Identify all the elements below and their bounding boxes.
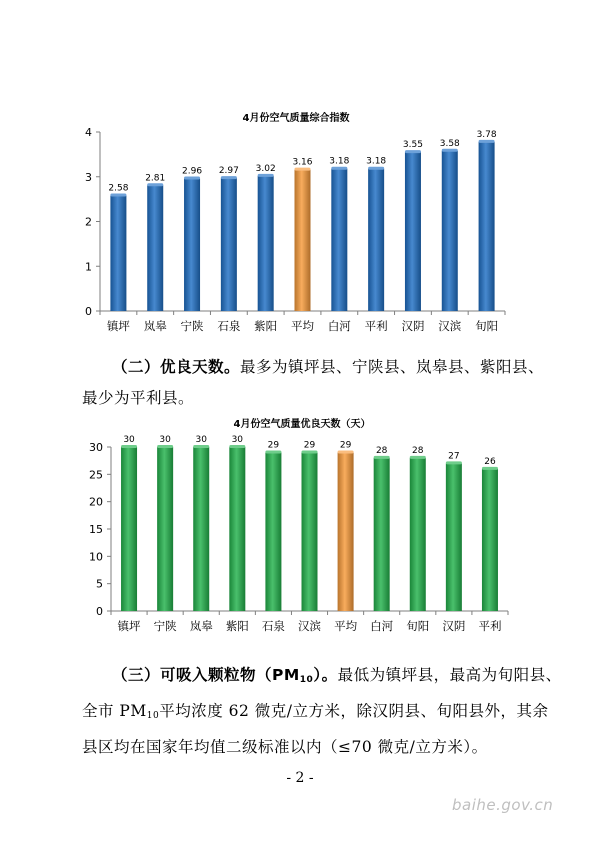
bar-石泉 bbox=[265, 452, 281, 611]
chart-title: 4月份空气质量综合指数 bbox=[242, 113, 350, 124]
bar-cap bbox=[258, 174, 274, 177]
bar-cap bbox=[221, 176, 237, 179]
bar-cap bbox=[295, 168, 311, 171]
bar-镇坪 bbox=[110, 196, 126, 311]
y-tick-label: 2 bbox=[85, 215, 92, 229]
bar-cap bbox=[482, 467, 498, 470]
bar-汉滨 bbox=[442, 151, 458, 311]
category-label: 白河 bbox=[370, 619, 394, 633]
bar-cap bbox=[410, 456, 426, 459]
data-label: 3.55 bbox=[402, 140, 423, 151]
para2-line3: 县区均在国家年均值二级标准以内（≤70 微克/立方米）。 bbox=[82, 738, 488, 756]
bar-镇坪 bbox=[121, 447, 137, 611]
bar-旬阳 bbox=[410, 458, 426, 611]
category-label: 平均 bbox=[291, 319, 314, 333]
bar-cap bbox=[479, 140, 495, 143]
category-label: 白河 bbox=[327, 319, 351, 333]
bar-汉阴 bbox=[446, 463, 462, 611]
data-label: 3.02 bbox=[255, 163, 276, 174]
watermark: baihe.gov.cn bbox=[452, 796, 554, 814]
para2-line1-text: 最低为镇坪县，最高为旬阳县、 bbox=[337, 666, 562, 684]
data-label: 3.78 bbox=[476, 129, 497, 140]
bar-cap bbox=[338, 450, 354, 453]
bar-cap bbox=[442, 149, 458, 152]
data-label: 30 bbox=[123, 435, 135, 445]
para1-line1 bbox=[82, 352, 582, 383]
category-label: 平利 bbox=[478, 619, 502, 633]
para2-line2-a: 全市 PM bbox=[82, 702, 147, 720]
para1-heading: （二）优良天数。 bbox=[112, 358, 241, 376]
para2-heading-text: （三）可吸入颗粒物（PM bbox=[112, 666, 300, 684]
data-label: 3.16 bbox=[292, 157, 313, 168]
category-label: 旬阳 bbox=[406, 619, 430, 633]
category-label: 镇坪 bbox=[106, 319, 130, 333]
bar-岚皋 bbox=[147, 185, 163, 311]
bar-cap bbox=[229, 445, 245, 448]
bar-cap bbox=[265, 450, 281, 453]
category-label: 紫阳 bbox=[254, 319, 278, 333]
bar-cap bbox=[331, 167, 347, 170]
category-label: 旬阳 bbox=[475, 319, 499, 333]
paragraph-pm10 bbox=[82, 660, 582, 763]
para2-line1 bbox=[82, 660, 582, 696]
category-label: 岚皋 bbox=[143, 319, 167, 333]
para2-line2-b: 平均浓度 62 微克/立方米，除汉阴县、旬阳县外，其余 bbox=[159, 702, 549, 720]
data-label: 29 bbox=[267, 440, 280, 451]
data-label: 3.58 bbox=[439, 138, 460, 149]
data-label: 2.58 bbox=[108, 183, 129, 194]
category-label: 汉滨 bbox=[438, 319, 462, 333]
y-tick-label: 5 bbox=[96, 577, 103, 591]
bar-紫阳 bbox=[229, 447, 245, 611]
data-label: 28 bbox=[412, 445, 424, 456]
data-label: 26 bbox=[484, 456, 496, 467]
bar-宁陕 bbox=[184, 179, 200, 311]
y-tick-label: 3 bbox=[85, 170, 92, 184]
bar-cap bbox=[184, 177, 200, 180]
category-label: 宁陕 bbox=[180, 319, 204, 333]
para2-line2-sub: 10 bbox=[146, 711, 160, 721]
bar-cap bbox=[193, 445, 209, 448]
bar-cap bbox=[374, 456, 390, 459]
composite-index-chart bbox=[0, 100, 600, 345]
y-tick-label: 25 bbox=[89, 468, 103, 482]
bar-cap bbox=[110, 194, 126, 197]
data-label: 29 bbox=[303, 440, 316, 451]
data-label: 30 bbox=[159, 435, 171, 445]
data-label: 2.81 bbox=[145, 173, 166, 184]
bar-平利 bbox=[482, 469, 498, 611]
bar-cap bbox=[446, 461, 462, 464]
data-label: 30 bbox=[195, 435, 207, 445]
data-label: 3.18 bbox=[329, 156, 350, 167]
bar-紫阳 bbox=[258, 176, 274, 311]
bar-汉阴 bbox=[405, 152, 421, 311]
category-label: 镇坪 bbox=[117, 619, 141, 633]
category-label: 石泉 bbox=[261, 619, 285, 633]
chart-title: 4月份空气质量优良天数（天） bbox=[233, 419, 371, 430]
bar-白河 bbox=[374, 458, 390, 611]
y-tick-label: 20 bbox=[89, 495, 103, 509]
category-label: 汉阴 bbox=[442, 619, 466, 633]
category-label: 紫阳 bbox=[225, 619, 249, 633]
bar-cap bbox=[147, 183, 163, 186]
bar-平均 bbox=[338, 452, 354, 611]
bar-cap bbox=[157, 445, 173, 448]
bar-cap bbox=[368, 167, 384, 170]
para2-heading-sub: 10 bbox=[299, 675, 314, 685]
category-label: 岚皋 bbox=[189, 619, 213, 633]
bar-平均 bbox=[295, 170, 311, 311]
bar-cap bbox=[121, 445, 137, 448]
bar-白河 bbox=[331, 169, 347, 311]
y-tick-label: 1 bbox=[85, 260, 92, 274]
excellent-days-chart bbox=[0, 410, 600, 645]
bar-石泉 bbox=[221, 178, 237, 311]
bar-cap bbox=[302, 450, 318, 453]
y-tick-label: 0 bbox=[85, 305, 92, 318]
category-label: 石泉 bbox=[217, 319, 241, 333]
category-label: 平利 bbox=[364, 319, 388, 333]
data-label: 28 bbox=[375, 445, 388, 456]
y-tick-label: 30 bbox=[89, 441, 103, 454]
page-number: - 2 - bbox=[286, 770, 314, 786]
category-label: 平均 bbox=[334, 619, 358, 633]
data-label: 3.18 bbox=[366, 156, 387, 167]
y-tick-label: 10 bbox=[89, 550, 103, 564]
bar-岚皋 bbox=[193, 447, 209, 611]
bar-cap bbox=[405, 150, 421, 153]
category-label: 宁陕 bbox=[153, 619, 177, 633]
category-label: 汉滨 bbox=[298, 619, 321, 633]
y-tick-label: 4 bbox=[85, 126, 92, 139]
para2-line2 bbox=[82, 696, 582, 732]
data-label: 2.97 bbox=[218, 166, 239, 177]
data-label: 30 bbox=[231, 435, 244, 445]
data-label: 29 bbox=[339, 440, 352, 451]
para2-heading bbox=[112, 666, 338, 684]
para1-line2: 最少为平利县。 bbox=[82, 389, 195, 407]
y-tick-label: 15 bbox=[89, 523, 103, 536]
data-label: 2.96 bbox=[182, 166, 203, 177]
bar-宁陕 bbox=[157, 447, 173, 611]
bar-汉滨 bbox=[302, 452, 318, 611]
paragraph-excellent-days bbox=[82, 352, 582, 414]
para2-heading-close: ）。 bbox=[313, 666, 338, 684]
data-label: 27 bbox=[448, 451, 460, 462]
y-tick-label: 0 bbox=[96, 605, 103, 618]
bar-旬阳 bbox=[479, 142, 495, 311]
bar-平利 bbox=[368, 169, 384, 311]
para1-line1-text: 最多为镇坪县、宁陕县、岚皋县、紫阳县、 bbox=[240, 358, 545, 376]
category-label: 汉阴 bbox=[401, 319, 425, 333]
